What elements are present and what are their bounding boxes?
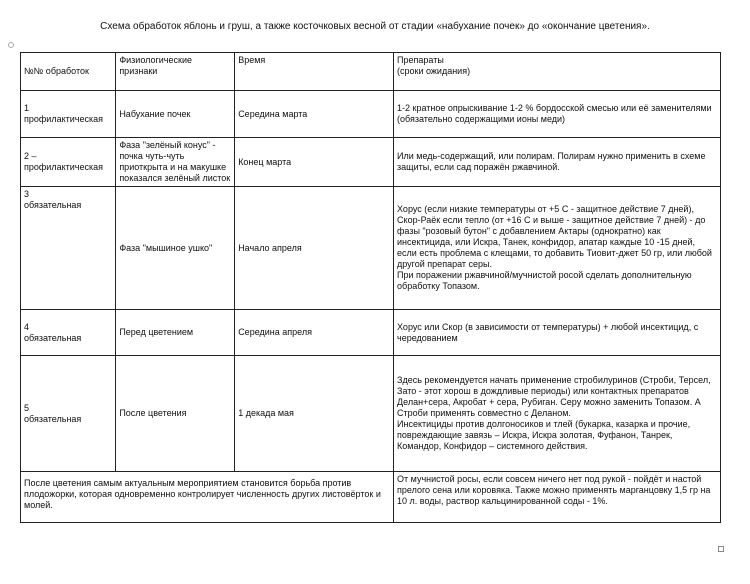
- table-row: [21, 310, 721, 356]
- table-row: [21, 187, 721, 310]
- text-boundary-mark: [8, 42, 14, 48]
- footer-left: После цветения самым актуальным мероприятием становится борьба против плодожорки, которая одновременно контролирует численность других листовёрток и молей.: [21, 472, 394, 523]
- row-signs: После цветения: [116, 356, 235, 472]
- row-type: обязательная: [24, 200, 82, 210]
- header-time-label: Время: [238, 55, 266, 65]
- row-num: 3: [24, 189, 30, 199]
- table-footer-row: [21, 472, 721, 523]
- row-time: Конец марта: [235, 138, 394, 187]
- row-drugs: Здесь рекомендуется начать применение стробилуринов (Строби, Терсел, Зато - этот хорош в дождливые периоды) или контактных препаратов Делан+сера, Акробат + сера, Рубиган. Серу можно заменить Топазом. А Строби применять совместно с Деланом. Инсектициды против долгоносиков и тлей (букарка, казарка и прочие, повреждающие завязь – Искра, Искра золотая, Фуфанон, Танрек, Командор, Конфидор – системного действия.: [394, 356, 721, 472]
- header-drugs-label: Препараты: [397, 55, 444, 65]
- table-row: [21, 356, 721, 472]
- row-num-cell: [21, 187, 116, 310]
- row-num: 2 –: [24, 151, 37, 161]
- row-drugs: Или медь-содержащий, или полирам. Полирам нужно применить в схеме защиты, если сад поражён ржавчиной.: [394, 138, 721, 187]
- row-type: обязательная: [24, 332, 82, 343]
- row-num-cell: [21, 91, 116, 138]
- row-time: Начало апреля: [235, 187, 394, 310]
- row-drugs: Хорус (если низкие температуры от +5 С - защитное действие 7 дней), Скор-Раёк если тепло (от +16 С и выше - защитное действие 7 дней) - до фазы "розовый бутон" с добавлением Актары (однократно) как инсектицида, или Искра, Танек, конфидор, апатар каждые 10 -15 дней, если есть проблема с клещами, то добавить Тиовит-джет 50 гр, или любой другой препарат серы. При поражении ржавчиной/мучнистой росой сделать дополнительную обработку Топазом.: [394, 187, 721, 310]
- row-drugs: 1-2 кратное опрыскивание 1-2 % бордосской смесью или её заменителями (обязательно содержащими ионы меди): [394, 91, 721, 138]
- header-num-label: №№ обработок: [24, 66, 89, 76]
- row-type: профилактическая: [24, 114, 103, 124]
- table-header-row: [21, 53, 721, 91]
- row-time: Середина апреля: [235, 310, 394, 356]
- row-signs: Перед цветением: [116, 310, 235, 356]
- row-num: 1: [24, 103, 30, 113]
- row-num: 5: [24, 402, 30, 413]
- header-drugs: [394, 53, 721, 91]
- table-row: [21, 138, 721, 187]
- treatment-schedule-table: [20, 52, 721, 523]
- header-num: [21, 53, 116, 91]
- row-time: 1 декада мая: [235, 356, 394, 472]
- header-drugs-note: (сроки ожидания): [397, 66, 471, 76]
- row-signs: Фаза "зелёный конус" - почка чуть-чуть приоткрыта и на макушке показался зелёный листок: [116, 138, 235, 187]
- row-num-cell: [21, 310, 116, 356]
- row-type: обязательная: [24, 413, 82, 424]
- end-of-table-mark: [718, 546, 724, 552]
- row-signs: Фаза "мышиное ушко": [116, 187, 235, 310]
- row-num: 4: [24, 321, 30, 332]
- row-drugs: Хорус или Скор (в зависимости от температуры) + любой инсектицид, с чередованием: [394, 310, 721, 356]
- header-time: [235, 53, 394, 91]
- page-title: Схема обработок яблонь и груш, а также косточковых весной от стадии «набухание почек» до «окончание цветения».: [100, 21, 650, 32]
- row-signs: Набухание почек: [116, 91, 235, 138]
- table-row: [21, 91, 721, 138]
- row-type: профилактическая: [24, 162, 103, 172]
- row-num-cell: [21, 356, 116, 472]
- row-time: Середина марта: [235, 91, 394, 138]
- footer-right: От мучнистой росы, если совсем ничего нет под рукой - пойдёт и настой прелого сена или коровяка. Также можно применять марганцовку 1,5 гр на 10 л. воды, раствор кальцинированной соды - 1%.: [394, 472, 721, 523]
- row-num-cell: [21, 138, 116, 187]
- header-signs: [116, 53, 235, 91]
- header-signs-label: Физиологические признаки: [119, 55, 192, 76]
